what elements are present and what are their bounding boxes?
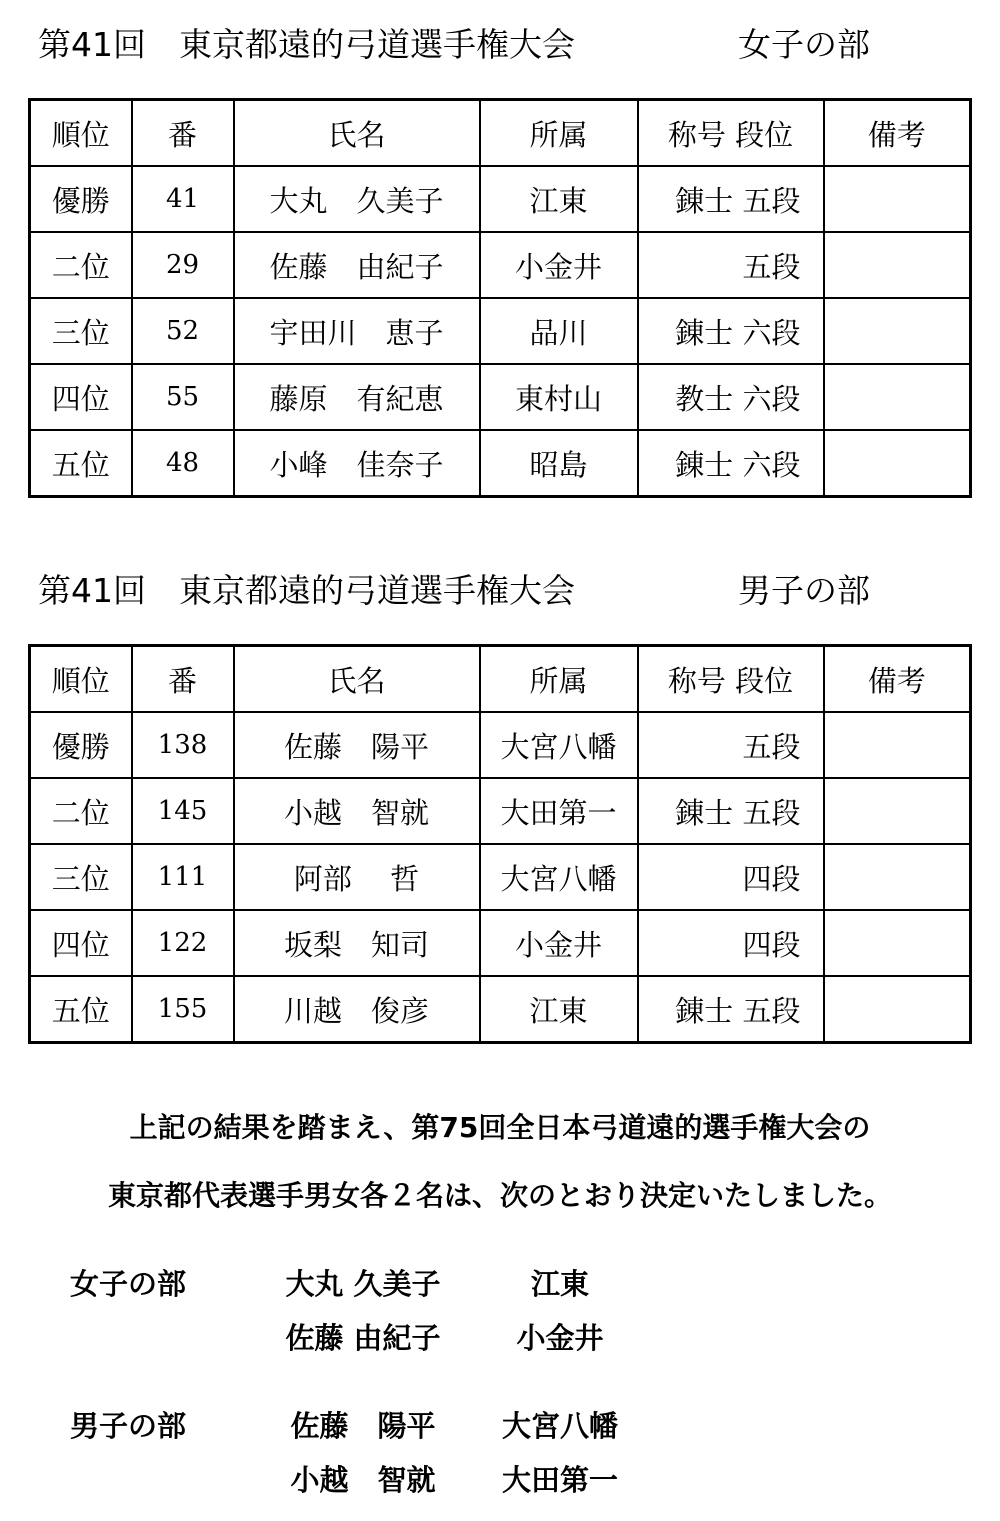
table-row	[30, 712, 971, 778]
grade-cell: 錬士 六段	[638, 430, 824, 497]
grade-cell: 錬士 五段	[638, 166, 824, 232]
rep-women-label: 女子の部	[70, 1267, 187, 1301]
club-cell: 江東	[480, 976, 638, 1043]
number-cell: 55	[132, 364, 234, 430]
men-results-table	[28, 644, 972, 1044]
rep-men-club-1: 大宮八幡	[501, 1409, 618, 1443]
header-rank: 順位	[30, 100, 132, 167]
number-cell: 52	[132, 298, 234, 364]
note-cell	[824, 430, 971, 497]
note-cell	[824, 712, 971, 778]
name-cell: 佐藤 由紀子	[234, 232, 480, 298]
women-division-label: 女子の部	[738, 25, 870, 64]
rep-men-name-1: 佐藤 陽平	[290, 1409, 436, 1443]
club-cell: 大宮八幡	[480, 712, 638, 778]
name-cell: 坂梨 知司	[234, 910, 480, 976]
men-tournament-title: 第41回 東京都遠的弓道選手権大会	[38, 571, 575, 610]
club-cell: 東村山	[480, 364, 638, 430]
rep-women-club-1: 江東	[530, 1267, 589, 1301]
note-cell	[824, 844, 971, 910]
club-cell: 大宮八幡	[480, 844, 638, 910]
note-cell	[824, 298, 971, 364]
rank-cell: 二位	[30, 232, 132, 298]
name-cell: 小越 智就	[234, 778, 480, 844]
header-notes: 備考	[824, 646, 971, 713]
table-row	[30, 364, 971, 430]
grade-cell: 錬士 六段	[638, 298, 824, 364]
rank-cell: 五位	[30, 430, 132, 497]
table-row	[30, 430, 971, 497]
header-grade: 称号 段位	[638, 646, 824, 713]
grade-cell: 錬士 五段	[638, 976, 824, 1043]
table-row	[30, 298, 971, 364]
women-results-table	[28, 98, 972, 498]
grade-cell: 四段	[638, 844, 824, 910]
number-cell: 122	[132, 910, 234, 976]
club-cell: 大田第一	[480, 778, 638, 844]
header-club: 所属	[480, 646, 638, 713]
grade-cell: 四段	[638, 910, 824, 976]
women-tournament-title: 第41回 東京都遠的弓道選手権大会	[38, 25, 575, 64]
name-cell: 大丸 久美子	[234, 166, 480, 232]
rep-men-name-2: 小越 智就	[290, 1463, 436, 1497]
note-cell	[824, 364, 971, 430]
note-cell	[824, 232, 971, 298]
rep-women-name-1: 大丸 久美子	[285, 1267, 441, 1301]
rank-cell: 四位	[30, 364, 132, 430]
header-name: 氏名	[234, 100, 480, 167]
rank-cell: 五位	[30, 976, 132, 1043]
announcement-line-1: 上記の結果を踏まえ、第75回全日本弓道遠的選手権大会の	[129, 1111, 871, 1144]
note-cell	[824, 166, 971, 232]
table-row	[30, 232, 971, 298]
name-cell: 藤原 有紀恵	[234, 364, 480, 430]
number-cell: 145	[132, 778, 234, 844]
note-cell	[824, 910, 971, 976]
grade-cell: 五段	[638, 232, 824, 298]
header-club: 所属	[480, 100, 638, 167]
number-cell: 29	[132, 232, 234, 298]
table-row	[30, 910, 971, 976]
note-cell	[824, 778, 971, 844]
rank-cell: 三位	[30, 844, 132, 910]
rep-men-label: 男子の部	[70, 1409, 187, 1443]
header-number: 番	[132, 646, 234, 713]
table-header-row	[30, 646, 971, 713]
name-cell: 宇田川 恵子	[234, 298, 480, 364]
note-cell	[824, 976, 971, 1043]
header-number: 番	[132, 100, 234, 167]
grade-cell: 五段	[638, 712, 824, 778]
club-cell: 品川	[480, 298, 638, 364]
number-cell: 48	[132, 430, 234, 497]
header-name: 氏名	[234, 646, 480, 713]
men-division-label: 男子の部	[738, 571, 870, 610]
grade-cell: 教士 六段	[638, 364, 824, 430]
club-cell: 昭島	[480, 430, 638, 497]
club-cell: 小金井	[480, 232, 638, 298]
women-section-heading	[38, 20, 938, 70]
name-cell: 佐藤 陽平	[234, 712, 480, 778]
name-cell: 小峰 佳奈子	[234, 430, 480, 497]
rank-cell: 三位	[30, 298, 132, 364]
rep-women-club-2: 小金井	[516, 1321, 604, 1355]
rep-men-club-2: 大田第一	[501, 1463, 618, 1497]
rank-cell: 四位	[30, 910, 132, 976]
table-header-row	[30, 100, 971, 167]
announcement-line-2: 東京都代表選手男女各２名は、次のとおり決定いたしました。	[107, 1179, 892, 1212]
name-cell: 阿部 哲	[234, 844, 480, 910]
grade-cell: 錬士 五段	[638, 778, 824, 844]
table-row	[30, 844, 971, 910]
header-grade: 称号 段位	[638, 100, 824, 167]
club-cell: 小金井	[480, 910, 638, 976]
number-cell: 155	[132, 976, 234, 1043]
table-row	[30, 778, 971, 844]
table-row	[30, 976, 971, 1043]
club-cell: 江東	[480, 166, 638, 232]
header-notes: 備考	[824, 100, 971, 167]
rank-cell: 優勝	[30, 166, 132, 232]
number-cell: 41	[132, 166, 234, 232]
number-cell: 138	[132, 712, 234, 778]
rank-cell: 二位	[30, 778, 132, 844]
header-rank: 順位	[30, 646, 132, 713]
table-row	[30, 166, 971, 232]
rank-cell: 優勝	[30, 712, 132, 778]
rep-women-name-2: 佐藤 由紀子	[285, 1321, 441, 1355]
name-cell: 川越 俊彦	[234, 976, 480, 1043]
men-section-heading	[38, 566, 938, 616]
number-cell: 111	[132, 844, 234, 910]
